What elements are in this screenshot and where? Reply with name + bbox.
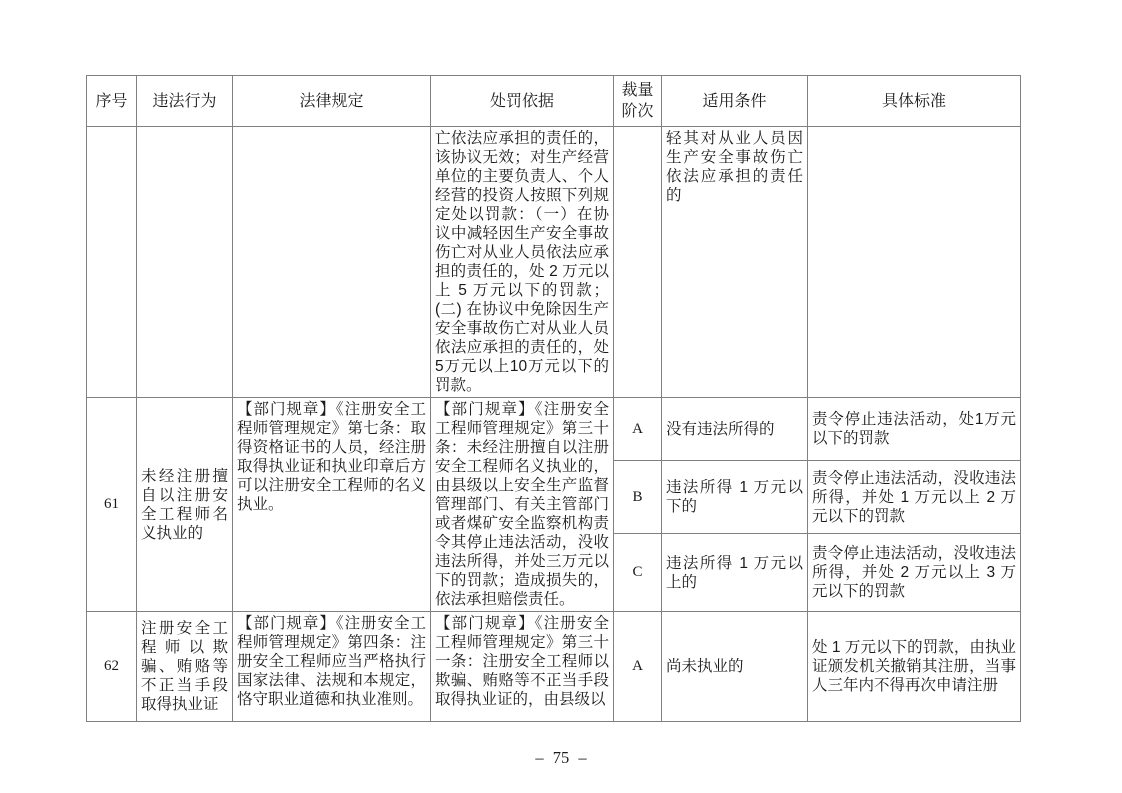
cell-condition: 违法所得 1 万元以上的 (662, 534, 808, 612)
col-header-tier: 裁量阶次 (614, 76, 662, 127)
col-header-basis: 处罚依据 (431, 76, 614, 127)
col-header-standard: 具体标准 (808, 76, 1021, 127)
cell-law: 【部门规章】《注册安全工程师管理规定》第七条：取得资格证书的人员，经注册取得执业证和执业印章后方可以注册安全工程师的名义执业。 (233, 398, 431, 612)
penalty-discretion-table (86, 75, 1021, 722)
cell-tier (614, 127, 662, 398)
col-header-condition: 适用条件 (662, 76, 808, 127)
cell-condition: 没有违法所得的 (662, 398, 808, 461)
cell-condition: 尚未执业的 (662, 612, 808, 722)
cell-law: 【部门规章】《注册安全工程师管理规定》第四条：注册安全工程师应当严格执行国家法律、法规和本规定，恪守职业道德和执业准则。 (233, 612, 431, 722)
cell-standard: 责令停止违法活动，没收违法所得，并处 1 万元以上 2 万元以下的罚款 (808, 461, 1021, 534)
col-header-seq: 序号 (87, 76, 137, 127)
cell-tier: C (614, 534, 662, 612)
cell-seq: 61 (87, 398, 137, 612)
cell-basis: 【部门规章】《注册安全工程师管理规定》第三十条：未经注册擅自以注册安全工程师名义执业的，由县级以上安全生产监督管理部门、有关主管部门或者煤矿安全监察机构责令其停止违法活动，没收违法所得，并处三万元以下的罚款；造成损失的，依法承担赔偿责任。 (431, 398, 614, 612)
cell-tier: A (614, 398, 662, 461)
cell-seq: 62 (87, 612, 137, 722)
cell-tier: B (614, 461, 662, 534)
table-row-continuation (87, 127, 1021, 398)
cell-standard (808, 127, 1021, 398)
table-row-62 (87, 612, 1021, 722)
cell-condition: 违法所得 1 万元以下的 (662, 461, 808, 534)
cell-basis: 【部门规章】《注册安全工程师管理规定》第三十一条：注册安全工程师以欺骗、贿赂等不正当手段取得执业证的，由县级以 (431, 612, 614, 722)
cell-condition: 轻其对从业人员因生产安全事故伤亡依法应承担的责任的 (662, 127, 808, 398)
cell-basis: 亡依法应承担的责任的，该协议无效；对生产经营单位的主要负责人、个人经营的投资人按照下列规定处以罚款：（一）在协议中减轻因生产安全事故伤亡对从业人员依法应承担的责任的，处 2 万元以上 5 万元以下的罚款；(二) 在协议中免除因生产安全事故伤亡对从业人员依法应承担的责任的，处 5万元以上10万元以下的罚款。 (431, 127, 614, 398)
cell-standard: 责令停止违法活动，没收违法所得，并处 2 万元以上 3 万元以下的罚款 (808, 534, 1021, 612)
cell-tier: A (614, 612, 662, 722)
page-number: – 75 – (535, 748, 587, 767)
header-row (87, 76, 1021, 127)
cell-violation (137, 127, 233, 398)
cell-standard: 责令停止违法活动，处1万元以下的罚款 (808, 398, 1021, 461)
cell-violation: 未经注册擅自以注册安全工程师名义执业的 (137, 398, 233, 612)
cell-violation: 注册安全工程师以欺骗、贿赂等不正当手段取得执业证 (137, 612, 233, 722)
col-header-violation: 违法行为 (137, 76, 233, 127)
cell-standard: 处 1 万元以下的罚款，由执业证颁发机关撤销其注册，当事人三年内不得再次申请注册 (808, 612, 1021, 722)
cell-law (233, 127, 431, 398)
col-header-law: 法律规定 (233, 76, 431, 127)
cell-seq (87, 127, 137, 398)
table-row-61-tier-a (87, 398, 1021, 461)
